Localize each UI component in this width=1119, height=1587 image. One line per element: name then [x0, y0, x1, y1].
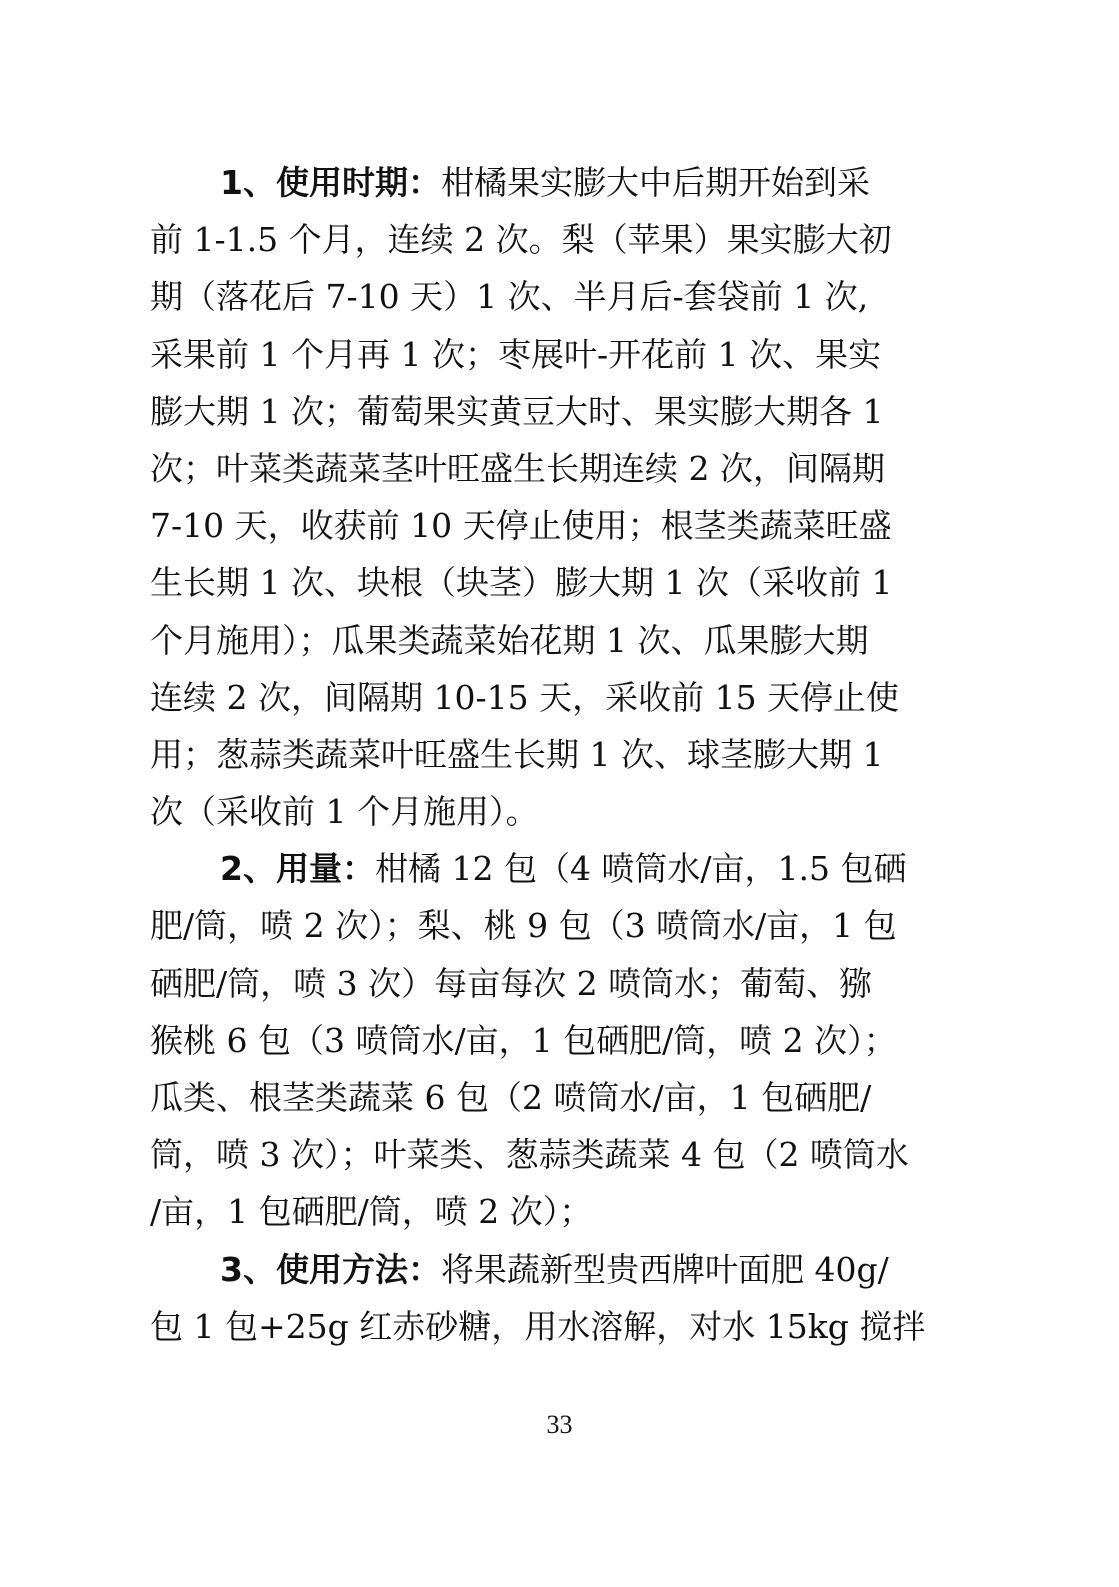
paragraph-2-line-1 — [150, 840, 962, 897]
body-text — [150, 154, 962, 1355]
paragraph-2-line-3: 硒肥/筒，喷 3 次）每亩每次 2 喷筒水；葡萄、猕 — [150, 963, 873, 1003]
paragraph-1-line-9: 个月施用）；瓜果类蔬菜始花期 1 次、瓜果膨大期 — [150, 620, 869, 660]
paragraph-1-line-11: 用；葱蒜类蔬菜叶旺盛生长期 1 次、球茎膨大期 1 — [150, 734, 884, 774]
section-1-text: 柑橘果实膨大中后期开始到采 — [440, 163, 870, 202]
section-3-text: 将果蔬新型贵西牌叶面肥 40g/ — [440, 1249, 889, 1289]
paragraph-2-line-5: 瓜类、根茎类蔬菜 6 包（2 喷筒水/亩，1 包硒肥/ — [150, 1078, 872, 1117]
section-2-text: 柑橘 12 包（4 喷筒水/亩，1.5 包硒 — [374, 849, 907, 889]
paragraph-1-line-5: 膨大期 1 次；葡萄果实黄豆大时、果实膨大期各 1 — [150, 391, 884, 431]
paragraph-1-line-1 — [150, 154, 962, 211]
paragraph-2-line-6: 筒，喷 3 次）；叶菜类、葱蒜类蔬菜 4 包（2 喷筒水 — [150, 1135, 909, 1175]
paragraph-1-line-10: 连续 2 次，间隔期 10-15 天，采收前 15 天停止使 — [150, 677, 900, 717]
paragraph-1-line-4: 采果前 1 个月再 1 次；枣展叶-开花前 1 次、果实 — [150, 334, 882, 374]
paragraph-1-line-8: 生长期 1 次、块根（块茎）膨大期 1 次（采收前 1 — [150, 563, 893, 603]
paragraph-1-line-3: 期（落花后 7-10 天）1 次、半月后-套袋前 1 次, — [150, 277, 869, 317]
paragraph-2-line-4: 猴桃 6 包（3 喷筒水/亩，1 包硒肥/筒，喷 2 次）； — [150, 1020, 897, 1060]
paragraph-2-line-7: /亩，1 包硒肥/筒，喷 2 次）； — [150, 1192, 593, 1232]
paragraph-1-line-2: 前 1-1.5 个月，连续 2 次。梨（苹果）果实膨大初 — [150, 220, 892, 260]
paragraph-1-line-7: 7-10 天，收获前 10 天停止使用；根茎类蔬菜旺盛 — [150, 506, 892, 546]
paragraph-1-line-12: 次（采收前 1 个月施用）。 — [150, 792, 539, 832]
section-1-heading: 1、使用时期： — [220, 163, 441, 202]
paragraph-3-line-1 — [150, 1241, 962, 1298]
paragraph-3-line-2: 包 1 包+25g 红赤砂糖，用水溶解，对水 15kg 搅拌 — [150, 1306, 926, 1346]
paragraph-2-line-2: 肥/筒，喷 2 次）；梨、桃 9 包（3 喷筒水/亩，1 包 — [150, 906, 897, 946]
section-3-heading: 3、使用方法： — [220, 1249, 441, 1289]
paragraph-1-line-6: 次；叶菜类蔬菜茎叶旺盛生长期连续 2 次，间隔期 — [150, 448, 885, 488]
page-number: 33 — [546, 1410, 573, 1439]
section-2-heading: 2、用量： — [220, 849, 375, 889]
